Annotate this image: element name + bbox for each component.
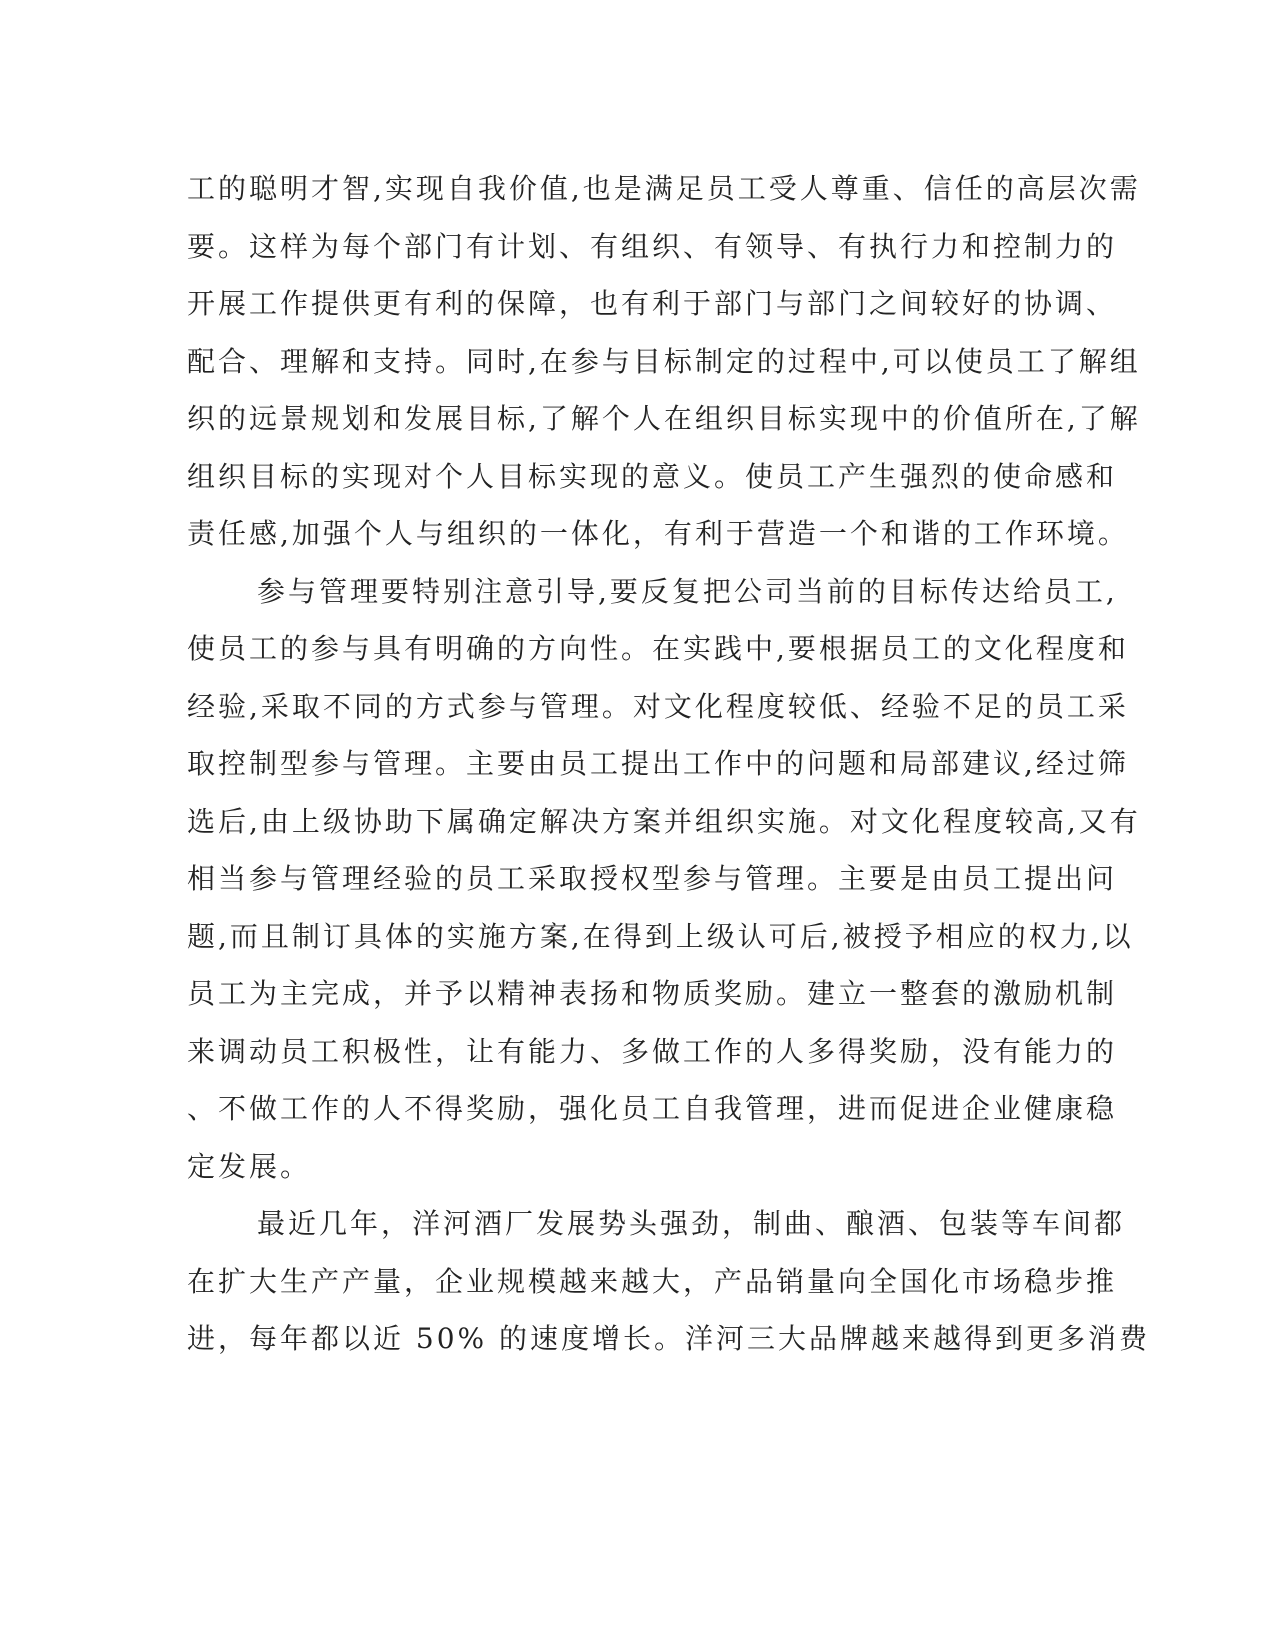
paragraph-start-line: 最近几年，洋河酒厂发展势头强劲，制曲、酿酒、包装等车间都	[257, 1207, 1126, 1240]
body-text	[187, 160, 1151, 1368]
text-line: 织的远景规划和发展目标,了解个人在组织目标实现中的价值所在,了解	[187, 402, 1141, 435]
text-line: 配合、理解和支持。同时,在参与目标制定的过程中,可以使员工了解组	[187, 344, 1141, 378]
text-line: 组织目标的实现对个人目标实现的意义。使员工产生强烈的使命感和	[187, 459, 1118, 493]
text-line: 经验,采取不同的方式参与管理。对文化程度较低、经验不足的员工采	[187, 689, 1129, 723]
text-line: 相当参与管理经验的员工采取授权型参与管理。主要是由员工提出问	[187, 862, 1118, 895]
text-line: 开展工作提供更有利的保障，也有利于部门与部门之间较好的协调、	[187, 287, 1118, 320]
text-line: 定发展。	[187, 1149, 312, 1183]
text-line: 来调动员工积极性，让有能力、多做工作的人多得奖励，没有能力的	[187, 1034, 1118, 1068]
text-line: 取控制型参与管理。主要由员工提出工作中的问题和局部建议,经过筛	[187, 747, 1129, 780]
text-line: 在扩大生产产量，企业规模越来越大，产品销量向全国化市场稳步推	[187, 1264, 1118, 1298]
text-line: 使员工的参与具有明确的方向性。在实践中,要根据员工的文化程度和	[187, 632, 1129, 665]
text-line: 选后,由上级协助下属确定解决方案并组织实施。对文化程度较高,又有	[187, 804, 1141, 838]
text-line: 工的聪明才智,实现自我价值,也是满足员工受人尊重、信任的高层次需	[187, 172, 1141, 205]
text-line: 进，每年都以近 50% 的速度增长。洋河三大品牌越来越得到更多消费	[187, 1322, 1151, 1355]
text-line: 责任感,加强个人与组织的一体化，有利于营造一个和谐的工作环境。	[187, 517, 1129, 550]
text-line: 员工为主完成，并予以精神表扬和物质奖励。建立一整套的激励机制	[187, 977, 1118, 1010]
text-line: 、不做工作的人不得奖励，强化员工自我管理，进而促进企业健康稳	[187, 1092, 1118, 1125]
text-line: 题,而且制订具体的实施方案,在得到上级认可后,被授予相应的权力,以	[187, 919, 1134, 953]
text-line: 要。这样为每个部门有计划、有组织、有领导、有执行力和控制力的	[187, 229, 1118, 263]
paragraph-start-line: 参与管理要特别注意引导,要反复把公司当前的目标传达给员工,	[257, 574, 1118, 608]
